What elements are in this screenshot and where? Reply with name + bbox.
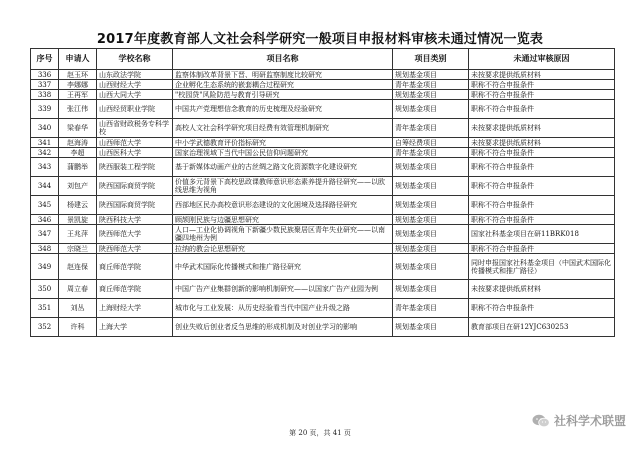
cell-no: 347 — [31, 225, 59, 244]
cell-project: 中小学武德教育评价指标研究 — [173, 138, 393, 148]
cell-no: 349 — [31, 254, 59, 280]
cell-project: 中国共产党理想信念教育的历史梳理及经验研究 — [173, 100, 393, 119]
cell-reason: 职称不符合申报条件 — [469, 299, 615, 318]
cell-project: 基于新媒体动画产业的古丝绸之路文化资源数字化建设研究 — [173, 158, 393, 177]
cell-reason: 未按要求提供纸质材料 — [469, 138, 615, 148]
cell-reason: 未按要求提供纸质材料 — [469, 119, 615, 138]
cell-school: 山西师范大学 — [97, 138, 173, 148]
cell-type: 规划基金项目 — [393, 196, 469, 215]
header-no: 序号 — [31, 49, 59, 70]
table-row — [31, 148, 615, 158]
cell-applicant: 刘包产 — [59, 177, 97, 196]
table-row — [31, 177, 615, 196]
cell-type: 规划基金项目 — [393, 70, 469, 80]
cell-project: 价值多元背景下高校思政课教师意识形态素养提升路径研究——以欧线思维为视角 — [173, 177, 393, 196]
cell-reason: 教育部项目在研12YJC630253 — [469, 318, 615, 337]
cell-project: 顾颉刚民族与边疆思想研究 — [173, 215, 393, 225]
cell-project: 国家治理视域下当代中国公民信仰问题研究 — [173, 148, 393, 158]
cell-applicant: 李娜娜 — [59, 80, 97, 90]
table-row — [31, 318, 615, 337]
cell-project: 高校人文社会科学研究项目经费有效管理机制研究 — [173, 119, 393, 138]
cell-type: 青年基金项目 — [393, 299, 469, 318]
cell-no: 348 — [31, 244, 59, 254]
cell-school: 陕西科技大学 — [97, 215, 173, 225]
review-table — [30, 48, 615, 337]
cell-no: 341 — [31, 138, 59, 148]
table-row — [31, 244, 615, 254]
cell-reason: 职称不符合申报条件 — [469, 177, 615, 196]
table-row — [31, 225, 615, 244]
table-row — [31, 254, 615, 280]
cell-reason: 职称不符合申报条件 — [469, 90, 615, 100]
cell-applicant: 赵海涛 — [59, 138, 97, 148]
cell-no: 350 — [31, 280, 59, 299]
cell-applicant: 李超 — [59, 148, 97, 158]
table-row — [31, 90, 615, 100]
cell-applicant: 杨建云 — [59, 196, 97, 215]
cell-applicant: 蒲鹏举 — [59, 158, 97, 177]
page-number: 第 20 页，共 41 页 — [289, 429, 351, 437]
cell-school: 山西省财政税务专科学校 — [97, 119, 173, 138]
cell-type: 青年基金项目 — [393, 80, 469, 90]
cell-school: 上海财经大学 — [97, 299, 173, 318]
cell-type: 规划基金项目 — [393, 244, 469, 254]
cell-school: 陕西国际商贸学院 — [97, 177, 173, 196]
cell-applicant: 赵玉环 — [59, 70, 97, 80]
cell-type: 规划基金项目 — [393, 318, 469, 337]
cell-applicant: 周立春 — [59, 280, 97, 299]
cell-no: 352 — [31, 318, 59, 337]
cell-school: 陕西国际商贸学院 — [97, 196, 173, 215]
cell-reason: 职称不符合申报条件 — [469, 244, 615, 254]
cell-applicant: 梁春华 — [59, 119, 97, 138]
cell-reason: 国家社科基金项目在研11BRK018 — [469, 225, 615, 244]
cell-school: 山西大同大学 — [97, 90, 173, 100]
header-school: 学校名称 — [97, 49, 173, 70]
page-title: 2017年度教育部人文社会科学研究一般项目申报材料审核未通过情况一览表 — [96, 32, 544, 47]
cell-applicant: 许科 — [59, 318, 97, 337]
table-row — [31, 280, 615, 299]
cell-applicant: 宗晓兰 — [59, 244, 97, 254]
cell-school: 商丘师范学院 — [97, 280, 173, 299]
cell-reason: 未按要求提供纸质材料 — [469, 70, 615, 80]
cell-school: 陕西师范大学 — [97, 244, 173, 254]
header-applicant: 申请人 — [59, 49, 97, 70]
cell-type: 规划基金项目 — [393, 90, 469, 100]
cell-school: 山西医科大学 — [97, 148, 173, 158]
watermark — [532, 412, 626, 429]
cell-project: 中华武术国际化传播模式和推广路径研究 — [173, 254, 393, 280]
cell-project: 创业失败后创业者反刍思维的形成机制及对创业学习的影响 — [173, 318, 393, 337]
table-row — [31, 215, 615, 225]
table-row — [31, 138, 615, 148]
cell-project: 中国广告产业集群创新的影响机制研究——以国家广告产业园为例 — [173, 280, 393, 299]
cell-project: 企业孵化生态系统的嵌套耦合过程研究 — [173, 80, 393, 90]
cell-reason: 职称不符合申报条件 — [469, 80, 615, 90]
cell-type: 规划基金项目 — [393, 215, 469, 225]
cell-project: 监察体制改革背景下晋、明研监察制度比较研究 — [173, 70, 393, 80]
cell-no: 351 — [31, 299, 59, 318]
cell-no: 336 — [31, 70, 59, 80]
table-row — [31, 299, 615, 318]
cell-project: 人口—工业化协调视角下新疆少数民族聚居区青年失业研究——以南疆四地州为例 — [173, 225, 393, 244]
cell-school: 上海大学 — [97, 318, 173, 337]
cell-type: 规划基金项目 — [393, 280, 469, 299]
cell-type: 青年基金项目 — [393, 148, 469, 158]
header-reason: 未通过审核原因 — [469, 49, 615, 70]
cell-no: 346 — [31, 215, 59, 225]
cell-school: 陕西服装工程学院 — [97, 158, 173, 177]
cell-applicant: 景凯旋 — [59, 215, 97, 225]
cell-reason: 职称不符合申报条件 — [469, 148, 615, 158]
cell-reason: 职称不符合申报条件 — [469, 215, 615, 225]
cell-school: 山西经贸职业学院 — [97, 100, 173, 119]
cell-reason: 职称不符合申报条件 — [469, 158, 615, 177]
cell-no: 338 — [31, 90, 59, 100]
table-row — [31, 158, 615, 177]
cell-type: 规划基金项目 — [393, 225, 469, 244]
cell-applicant: 王再军 — [59, 90, 97, 100]
cell-applicant: 王兆萍 — [59, 225, 97, 244]
cell-project: 城市化与工业发展：从历史经验看当代中国产业升级之路 — [173, 299, 393, 318]
table-row — [31, 196, 615, 215]
wechat-logo-icon — [532, 414, 550, 428]
cell-no: 343 — [31, 158, 59, 177]
cell-reason: 职称不符合申报条件 — [469, 196, 615, 215]
cell-project: 西部地区民办高校意识形态建设的文化困境及选择路径研究 — [173, 196, 393, 215]
cell-no: 345 — [31, 196, 59, 215]
cell-type: 青年基金项目 — [393, 119, 469, 138]
cell-reason: 未按要求提供纸质材料 — [469, 280, 615, 299]
cell-reason: 职称不符合申报条件 — [469, 100, 615, 119]
cell-school: 山西财经大学 — [97, 80, 173, 90]
cell-no: 337 — [31, 80, 59, 90]
table-row — [31, 100, 615, 119]
cell-type: 规划基金项目 — [393, 158, 469, 177]
cell-school: 山东政法学院 — [97, 70, 173, 80]
cell-type: 规划基金项目 — [393, 254, 469, 280]
cell-no: 344 — [31, 177, 59, 196]
cell-type: 自筹经费项目 — [393, 138, 469, 148]
header-type: 项目类别 — [393, 49, 469, 70]
cell-type: 规划基金项目 — [393, 100, 469, 119]
table-row — [31, 70, 615, 80]
cell-no: 340 — [31, 119, 59, 138]
cell-no: 342 — [31, 148, 59, 158]
table-row — [31, 119, 615, 138]
cell-school: 陕西师范大学 — [97, 225, 173, 244]
table-row — [31, 80, 615, 90]
cell-school: 商丘师范学院 — [97, 254, 173, 280]
header-project: 项目名称 — [173, 49, 393, 70]
cell-no: 339 — [31, 100, 59, 119]
cell-applicant: 张江伟 — [59, 100, 97, 119]
cell-project: 拉纳的教会论思想研究 — [173, 244, 393, 254]
watermark-text: 社科学术联盟 — [553, 414, 626, 428]
cell-applicant: 赵连保 — [59, 254, 97, 280]
cell-project: "校园贷"风险防范与教育引导研究 — [173, 90, 393, 100]
table-header-row — [31, 49, 615, 70]
cell-applicant: 刘丛 — [59, 299, 97, 318]
cell-type: 规划基金项目 — [393, 177, 469, 196]
cell-reason: 同时申报国家社科基金项目（中国武术国际化传播模式和推广路径） — [469, 254, 615, 280]
